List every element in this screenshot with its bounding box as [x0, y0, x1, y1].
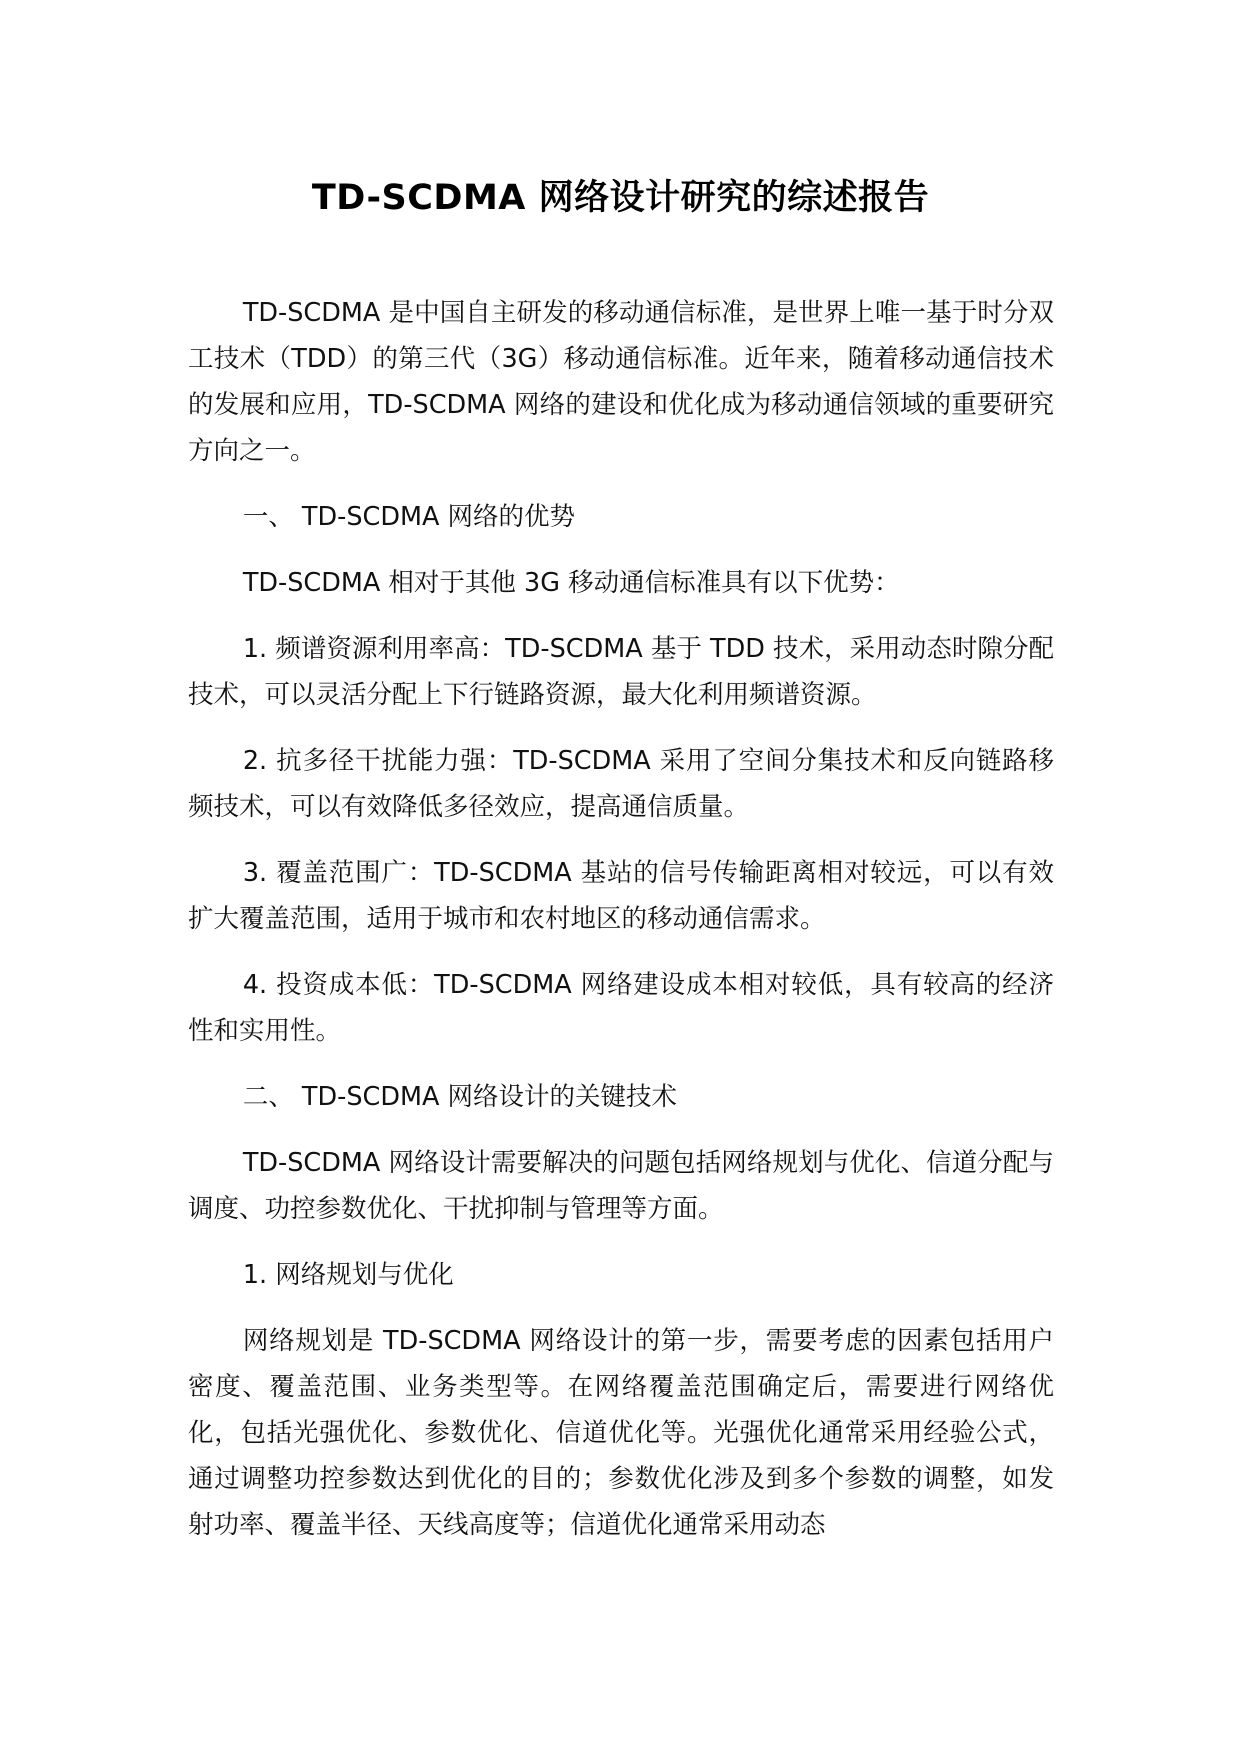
- advantages-intro-paragraph: TD-SCDMA 相对于其他 3G 移动通信标准具有以下优势：: [242, 568, 900, 598]
- advantage-item-cost: 4. 投资成本低：TD-SCDMA 网络建设成本相对较低，具有较高的经济性和实用性。: [188, 970, 1054, 1046]
- planning-paragraph: 网络规划是 TD-SCDMA 网络设计的第一步，需要考虑的因素包括用户密度、覆盖范围、业务类型等。在网络覆盖范围确定后，需要进行网络优化，包括光强优化、参数优化、信道优化等。光强优化通常采用经验公式，通过调整功控参数达到优化的目的；参数优化涉及到多个参数的调整，如发射功率、覆盖半径、天线高度等；信道优化通常采用动态: [188, 1326, 1054, 1540]
- advantage-item-coverage: 3. 覆盖范围广：TD-SCDMA 基站的信号传输距离相对较远，可以有效扩大覆盖范围，适用于城市和农村地区的移动通信需求。: [188, 858, 1054, 934]
- document-title: TD-SCDMA 网络设计研究的综述报告: [311, 178, 930, 218]
- advantage-item-spectrum: 1. 频谱资源利用率高：TD-SCDMA 基于 TDD 技术，采用动态时隙分配技术，可以灵活分配上下行链路资源，最大化利用频谱资源。: [188, 634, 1054, 710]
- advantage-item-multipath: 2. 抗多径干扰能力强：TD-SCDMA 采用了空间分集技术和反向链路移频技术，可以有效降低多径效应，提高通信质量。: [188, 746, 1054, 822]
- section-heading-key-tech: 二、 TD-SCDMA 网络设计的关键技术: [242, 1082, 678, 1112]
- document-body: [188, 290, 1054, 1568]
- key-tech-intro-paragraph: TD-SCDMA 网络设计需要解决的问题包括网络规划与优化、信道分配与调度、功控参数优化、干扰抑制与管理等方面。: [188, 1148, 1054, 1224]
- intro-paragraph: TD-SCDMA 是中国自主研发的移动通信标准，是世界上唯一基于时分双工技术（TDD）的第三代（3G）移动通信标准。近年来，随着移动通信技术的发展和应用，TD-SCDMA 网络的建设和优化成为移动通信领域的重要研究方向之一。: [188, 298, 1054, 466]
- section-heading-advantages: 一、 TD-SCDMA 网络的优势: [242, 502, 576, 532]
- subsection-heading-planning: 1. 网络规划与优化: [242, 1260, 454, 1290]
